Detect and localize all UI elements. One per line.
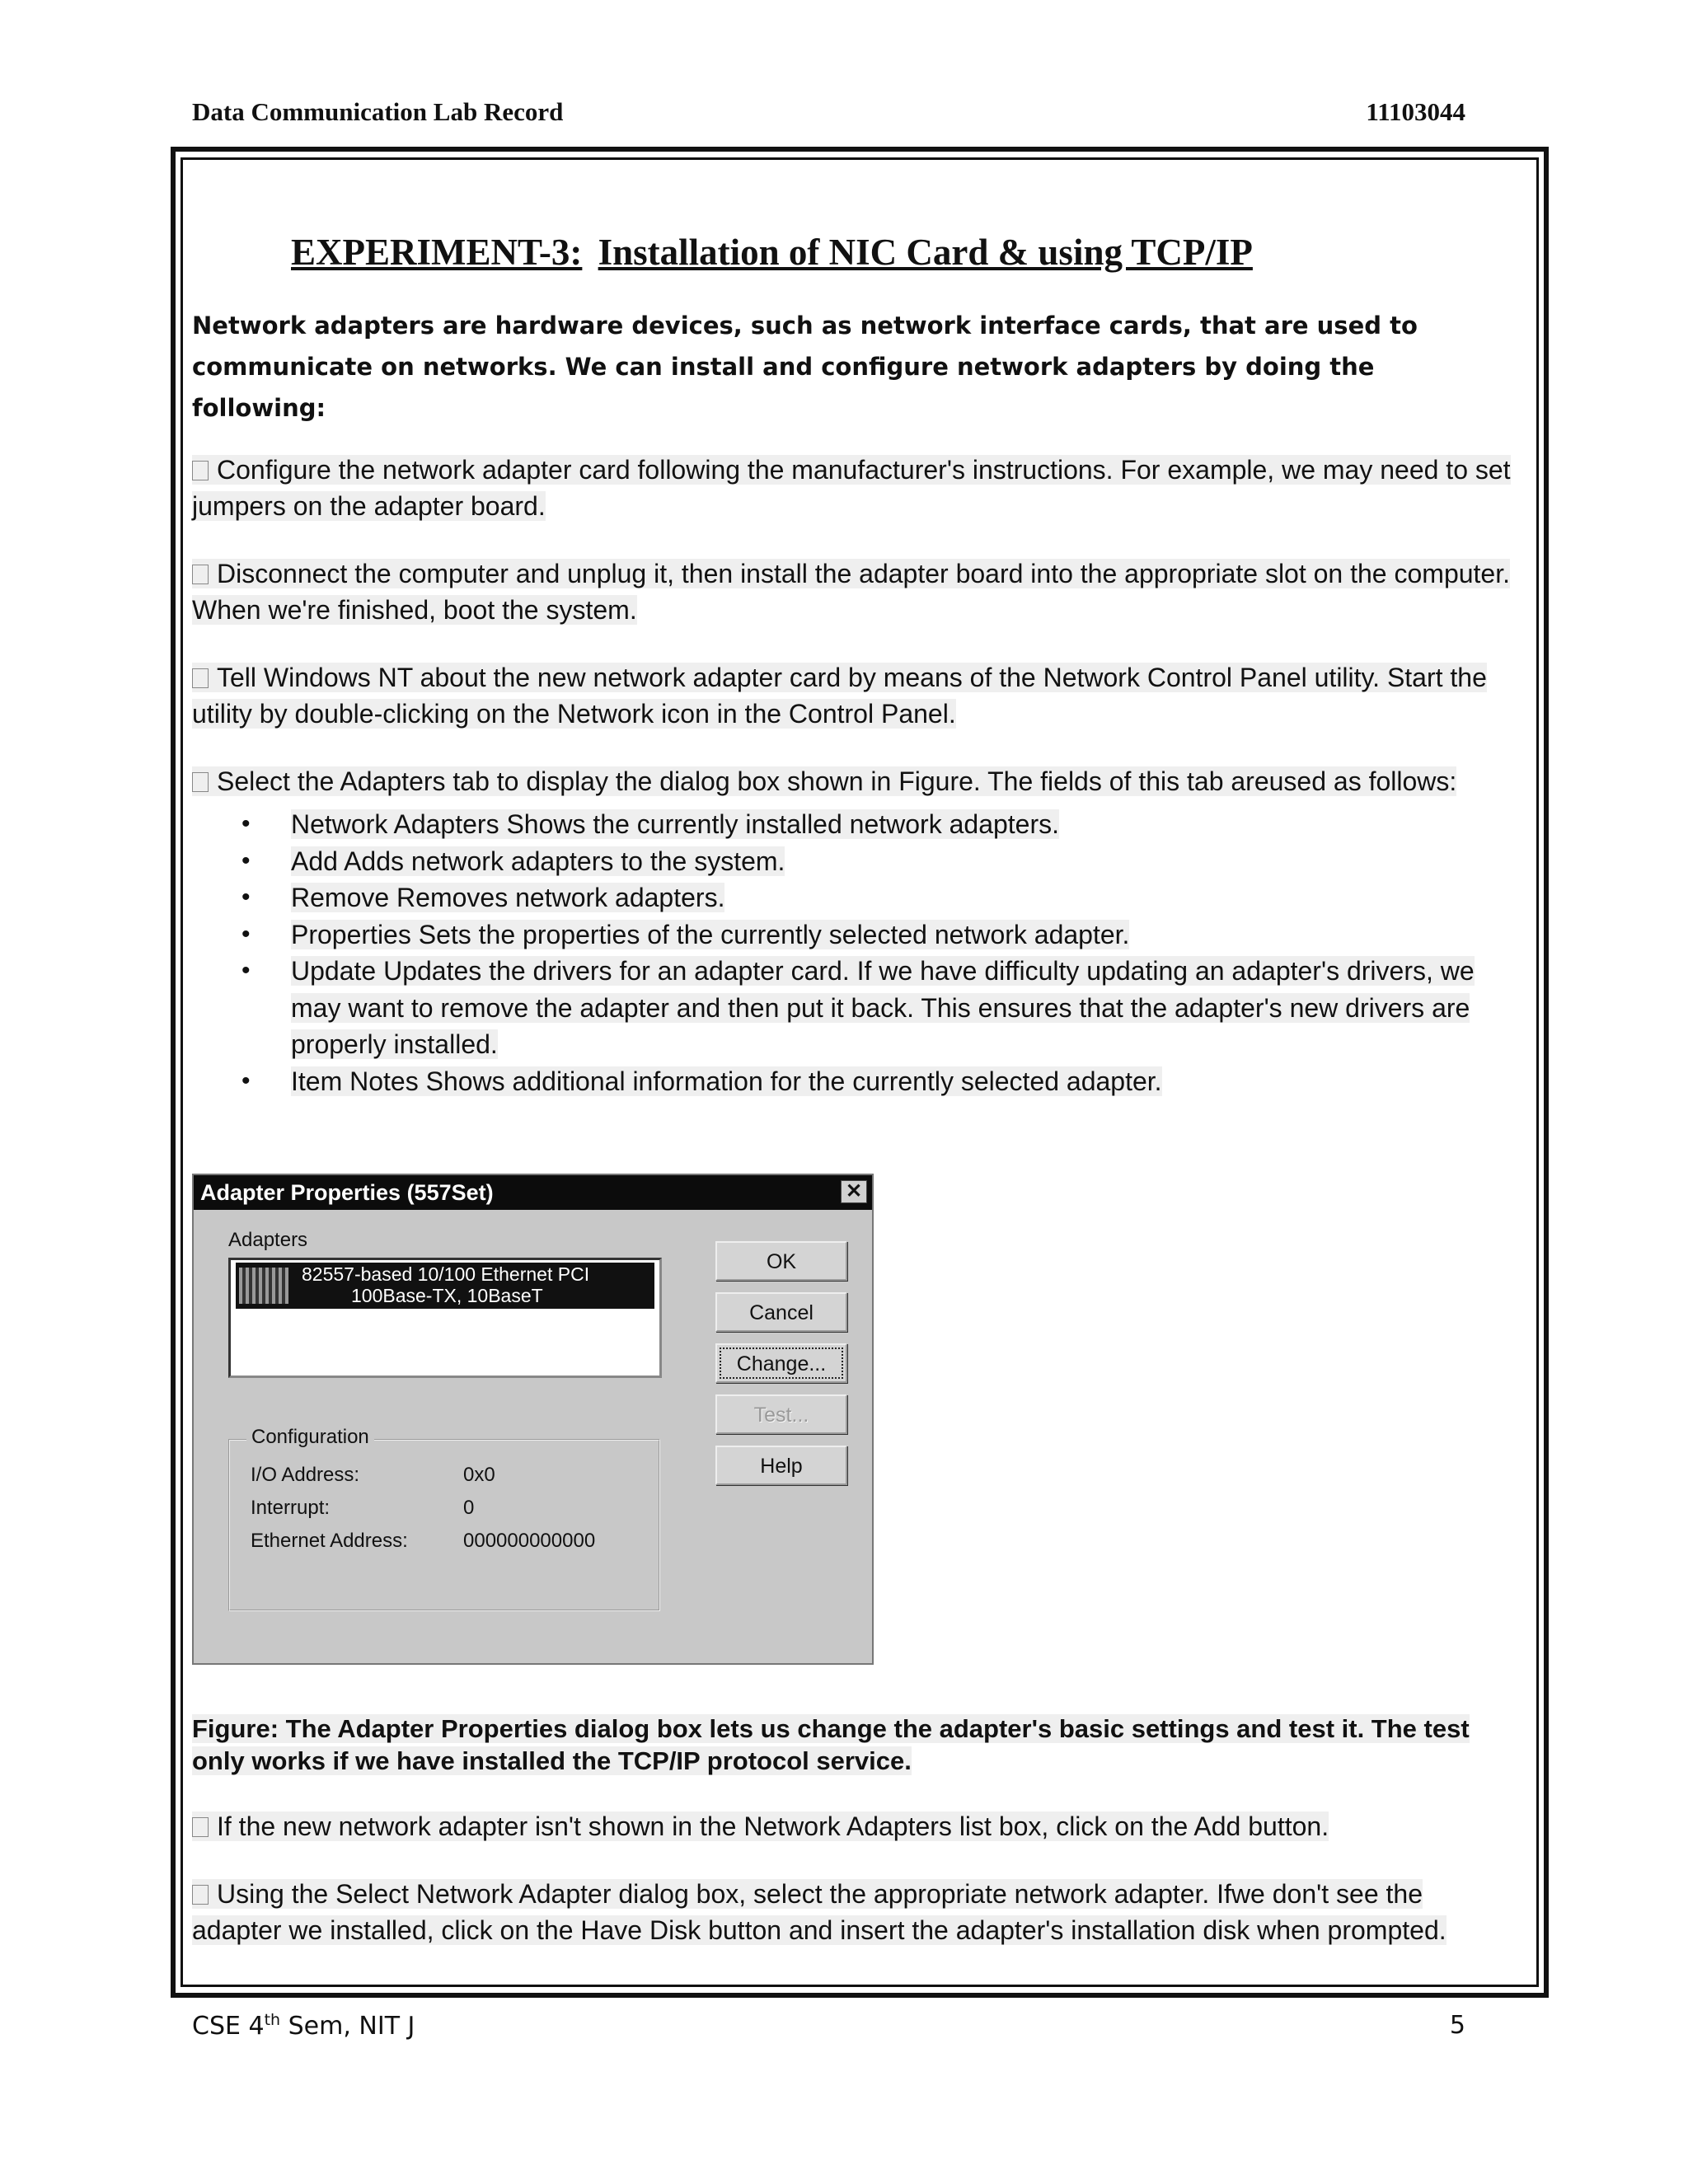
ok-button[interactable]: OK: [715, 1241, 847, 1281]
footer-course: CSE 4th Sem, NIT J: [192, 2011, 415, 2041]
page-number: 5: [1449, 2011, 1465, 2040]
dialog-title-bar: [194, 1175, 872, 1210]
step-paragraph: [192, 555, 1515, 628]
change-button[interactable]: Change...: [715, 1343, 847, 1383]
adapter-fields-list: [192, 806, 1515, 1099]
io-address-label: I/O Address:: [251, 1464, 360, 1486]
adapter-name: 82557-based 10/100 Ethernet PCI: [302, 1263, 590, 1285]
close-icon[interactable]: ✕: [841, 1180, 867, 1203]
list-item: • Update Updates the drivers for an adapter card. If we have difficulty updating an adapter's drivers, we may want to remove the adapter and then put it back. This ensures that the adapter's new drivers are properly installed.: [192, 953, 1515, 1063]
page-content: [192, 231, 1515, 1980]
checkbox-glyph-icon: [192, 565, 209, 584]
step-paragraph: [192, 763, 1515, 799]
list-item: • Properties Sets the properties of the currently selected network adapter.: [192, 916, 1515, 954]
step-paragraph: [192, 452, 1515, 524]
adapters-label: Adapters: [228, 1229, 308, 1251]
adapter-list-item[interactable]: [236, 1263, 654, 1309]
experiment-title: Installation of NIC Card & using TCP/IP: [598, 232, 1253, 273]
cancel-button[interactable]: Cancel: [715, 1292, 847, 1332]
list-item: • Network Adapters Shows the currently installed network adapters.: [192, 806, 1515, 843]
checkbox-glyph-icon: [192, 1885, 209, 1905]
test-button[interactable]: Test...: [715, 1394, 847, 1434]
header-title: Data Communication Lab Record: [192, 97, 564, 126]
checkbox-glyph-icon: [192, 1817, 209, 1837]
step-text: Select the Adapters tab to display the dialog box shown in Figure. The fields of this tab areused as follows:: [217, 766, 1457, 796]
step-paragraph: [192, 659, 1515, 732]
list-item: • Add Adds network adapters to the system.: [192, 843, 1515, 880]
step-paragraph: [192, 1876, 1515, 1948]
adapter-properties-dialog: [192, 1174, 874, 1665]
step-text: Disconnect the computer and unplug it, then install the adapter board into the appropriate slot on the computer. When we're finished, boot the system.: [192, 559, 1510, 625]
dialog-title: Adapter Properties (557Set): [200, 1180, 494, 1205]
help-button[interactable]: Help: [715, 1446, 847, 1485]
step-text: If the new network adapter isn't shown in the Network Adapters list box, click on the Add button.: [217, 1811, 1329, 1841]
list-item: • Remove Removes network adapters.: [192, 879, 1515, 916]
checkbox-glyph-icon: [192, 772, 209, 792]
page-title: [291, 231, 1515, 274]
step-text: Using the Select Network Adapter dialog box, select the appropriate network adapter. Ifwe don't see the adapter we installed, click on the Have Disk button and insert the adapter's installation disk when prompted.: [192, 1879, 1447, 1945]
network-card-icon: [239, 1268, 288, 1304]
step-paragraph: [192, 1808, 1515, 1844]
configuration-label: Configuration: [246, 1426, 374, 1449]
ethernet-address-value: 000000000000: [463, 1530, 596, 1552]
adapter-media: 100Base-TX, 10BaseT: [351, 1285, 543, 1306]
experiment-number: EXPERIMENT-3:: [291, 232, 583, 273]
list-item: • Item Notes Shows additional information for the currently selected adapter.: [192, 1063, 1515, 1100]
header-roll-number: 11103044: [1366, 97, 1465, 126]
figure-caption: Figure: The Adapter Properties dialog box lets us change the adapter's basic settings and test it. The test only works if we have installed the TCP/IP protocol service.: [192, 1714, 1470, 1775]
io-address-value: 0x0: [463, 1464, 495, 1486]
ethernet-address-label: Ethernet Address:: [251, 1530, 408, 1552]
step-text: Configure the network adapter card following the manufacturer's instructions. For example, we may need to set jumpers on the adapter board.: [192, 455, 1511, 521]
step-text: Tell Windows NT about the new network adapter card by means of the Network Control Panel utility. Start the utility by double-clicking on the Network icon in the Control Panel.: [192, 663, 1487, 729]
interrupt-value: 0: [463, 1497, 475, 1519]
checkbox-glyph-icon: [192, 461, 209, 480]
adapters-list-box[interactable]: [228, 1258, 662, 1378]
interrupt-label: Interrupt:: [251, 1497, 331, 1519]
checkbox-glyph-icon: [192, 668, 209, 688]
intro-paragraph: Network adapters are hardware devices, such as network interface cards, that are used to communicate on networks. We can install and configure network adapters by doing the following:: [192, 312, 1418, 422]
configuration-group: [228, 1426, 660, 1611]
